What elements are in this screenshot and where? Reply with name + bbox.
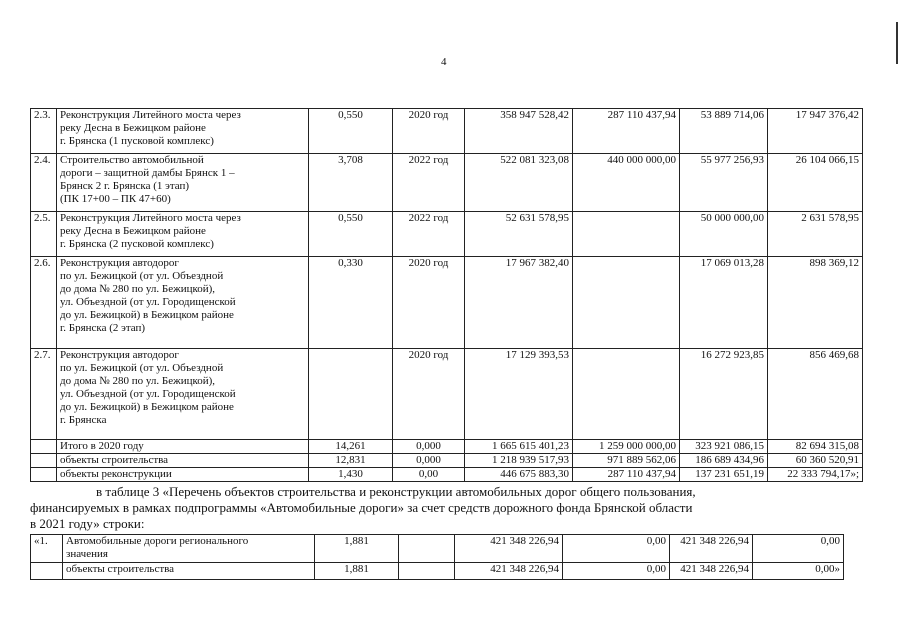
length-cell: 1,881 — [315, 563, 399, 580]
length-cell: 0,550 — [309, 212, 393, 257]
regional-funds-cell: 137 231 651,19 — [680, 468, 768, 482]
total-cost-cell: 421 348 226,94 — [455, 563, 563, 580]
local-funds-cell: 0,00 — [753, 535, 844, 563]
local-funds-cell: 82 694 315,08 — [768, 440, 863, 454]
length-cell: 1,881 — [315, 535, 399, 563]
row-number-cell: 2.6. — [31, 257, 57, 349]
table-row — [31, 454, 863, 468]
total-cost-cell: 1 665 615 401,23 — [465, 440, 573, 454]
year-cell — [399, 563, 455, 580]
federal-funds-cell: 0,00 — [563, 535, 670, 563]
federal-funds-cell — [573, 212, 680, 257]
year-cell: 2020 год — [393, 109, 465, 154]
year-cell: 2022 год — [393, 212, 465, 257]
row-number-cell — [31, 563, 63, 580]
federal-funds-cell: 287 110 437,94 — [573, 468, 680, 482]
paragraph-line-3: в 2021 году» строки: — [30, 516, 145, 531]
row-number-cell: 2.7. — [31, 349, 57, 440]
total-cost-cell: 1 218 939 517,93 — [465, 454, 573, 468]
row-number-cell: 2.4. — [31, 154, 57, 212]
length-cell — [309, 349, 393, 440]
total-cost-cell: 522 081 323,08 — [465, 154, 573, 212]
regional-funds-cell: 16 272 923,85 — [680, 349, 768, 440]
regional-funds-cell: 186 689 434,96 — [680, 454, 768, 468]
local-funds-cell: 17 947 376,42 — [768, 109, 863, 154]
table-row — [31, 349, 863, 440]
local-funds-cell: 856 469,68 — [768, 349, 863, 440]
table-row — [31, 468, 863, 482]
objects-table-2020 — [30, 108, 863, 482]
length-cell: 0,330 — [309, 257, 393, 349]
table-row — [31, 535, 844, 563]
year-cell: 0,000 — [393, 440, 465, 454]
table-row — [31, 257, 863, 349]
total-cost-cell: 446 675 883,30 — [465, 468, 573, 482]
object-name-cell: Реконструкция автодорог по ул. Бежицкой (от ул. Объездной до дома № 280 по ул. Бежицкой), ул. Объездной (от ул. Городищенской до ул. Бежицкой) в Бежицком районе г. Брянска — [57, 349, 309, 440]
table-row — [31, 440, 863, 454]
regional-funds-cell: 53 889 714,06 — [680, 109, 768, 154]
row-number-cell — [31, 468, 57, 482]
local-funds-cell: 60 360 520,91 — [768, 454, 863, 468]
regional-funds-cell: 421 348 226,94 — [670, 563, 753, 580]
object-name-cell: объекты строительства — [57, 454, 309, 468]
total-cost-cell: 421 348 226,94 — [455, 535, 563, 563]
object-name-cell: объекты строительства — [63, 563, 315, 580]
object-name-cell: Реконструкция Литейного моста через реку Десна в Бежицком районе г. Брянска (1 пусковой комплекс) — [57, 109, 309, 154]
year-cell: 0,000 — [393, 454, 465, 468]
scan-edge-mark — [896, 22, 898, 64]
paragraph-line-1: в таблице 3 «Перечень объектов строительства и реконструкции автомобильных дорог общего пользования, — [96, 484, 696, 499]
object-name-cell: объекты реконструкции — [57, 468, 309, 482]
total-cost-cell: 52 631 578,95 — [465, 212, 573, 257]
federal-funds-cell: 440 000 000,00 — [573, 154, 680, 212]
row-number-cell: 2.5. — [31, 212, 57, 257]
local-funds-cell: 898 369,12 — [768, 257, 863, 349]
regional-funds-cell: 17 069 013,28 — [680, 257, 768, 349]
row-number-cell — [31, 454, 57, 468]
length-cell: 1,430 — [309, 468, 393, 482]
object-name-cell: Итого в 2020 году — [57, 440, 309, 454]
total-cost-cell: 17 967 382,40 — [465, 257, 573, 349]
federal-funds-cell — [573, 257, 680, 349]
federal-funds-cell: 287 110 437,94 — [573, 109, 680, 154]
federal-funds-cell: 971 889 562,06 — [573, 454, 680, 468]
length-cell: 0,550 — [309, 109, 393, 154]
object-name-cell: Автомобильные дороги регионального значения — [63, 535, 315, 563]
year-cell: 2020 год — [393, 257, 465, 349]
table-row — [31, 154, 863, 212]
regional-funds-cell: 323 921 086,15 — [680, 440, 768, 454]
page-number: 4 — [441, 56, 447, 68]
year-cell: 2022 год — [393, 154, 465, 212]
regional-funds-cell: 421 348 226,94 — [670, 535, 753, 563]
row-number-cell: «1. — [31, 535, 63, 563]
table-row — [31, 563, 844, 580]
federal-funds-cell — [573, 349, 680, 440]
total-cost-cell: 17 129 393,53 — [465, 349, 573, 440]
year-cell: 0,00 — [393, 468, 465, 482]
local-funds-cell: 0,00» — [753, 563, 844, 580]
regional-funds-cell: 50 000 000,00 — [680, 212, 768, 257]
length-cell: 3,708 — [309, 154, 393, 212]
objects-table-2021 — [30, 534, 844, 580]
length-cell: 14,261 — [309, 440, 393, 454]
object-name-cell: Реконструкция автодорог по ул. Бежицкой (от ул. Объездной до дома № 280 по ул. Бежицкой), ул. Объездной (от ул. Городищенской до ул. Бежицкой) в Бежицком районе г. Брянска (2 этап) — [57, 257, 309, 349]
federal-funds-cell: 1 259 000 000,00 — [573, 440, 680, 454]
local-funds-cell: 22 333 794,17»; — [768, 468, 863, 482]
row-number-cell: 2.3. — [31, 109, 57, 154]
length-cell: 12,831 — [309, 454, 393, 468]
federal-funds-cell: 0,00 — [563, 563, 670, 580]
object-name-cell: Реконструкция Литейного моста через реку Десна в Бежицком районе г. Брянска (2 пусковой комплекс) — [57, 212, 309, 257]
local-funds-cell: 26 104 066,15 — [768, 154, 863, 212]
total-cost-cell: 358 947 528,42 — [465, 109, 573, 154]
row-number-cell — [31, 440, 57, 454]
amendment-paragraph — [30, 484, 843, 532]
table-row — [31, 109, 863, 154]
year-cell: 2020 год — [393, 349, 465, 440]
local-funds-cell: 2 631 578,95 — [768, 212, 863, 257]
paragraph-line-2: финансируемых в рамках подпрограммы «Автомобильные дороги» за счет средств дорожного фонда Брянской области — [30, 500, 693, 515]
table-row — [31, 212, 863, 257]
year-cell — [399, 535, 455, 563]
object-name-cell: Строительство автомобильной дороги – защитной дамбы Брянск 1 – Брянск 2 г. Брянска (1 этап) (ПК 17+00 – ПК 47+60) — [57, 154, 309, 212]
regional-funds-cell: 55 977 256,93 — [680, 154, 768, 212]
